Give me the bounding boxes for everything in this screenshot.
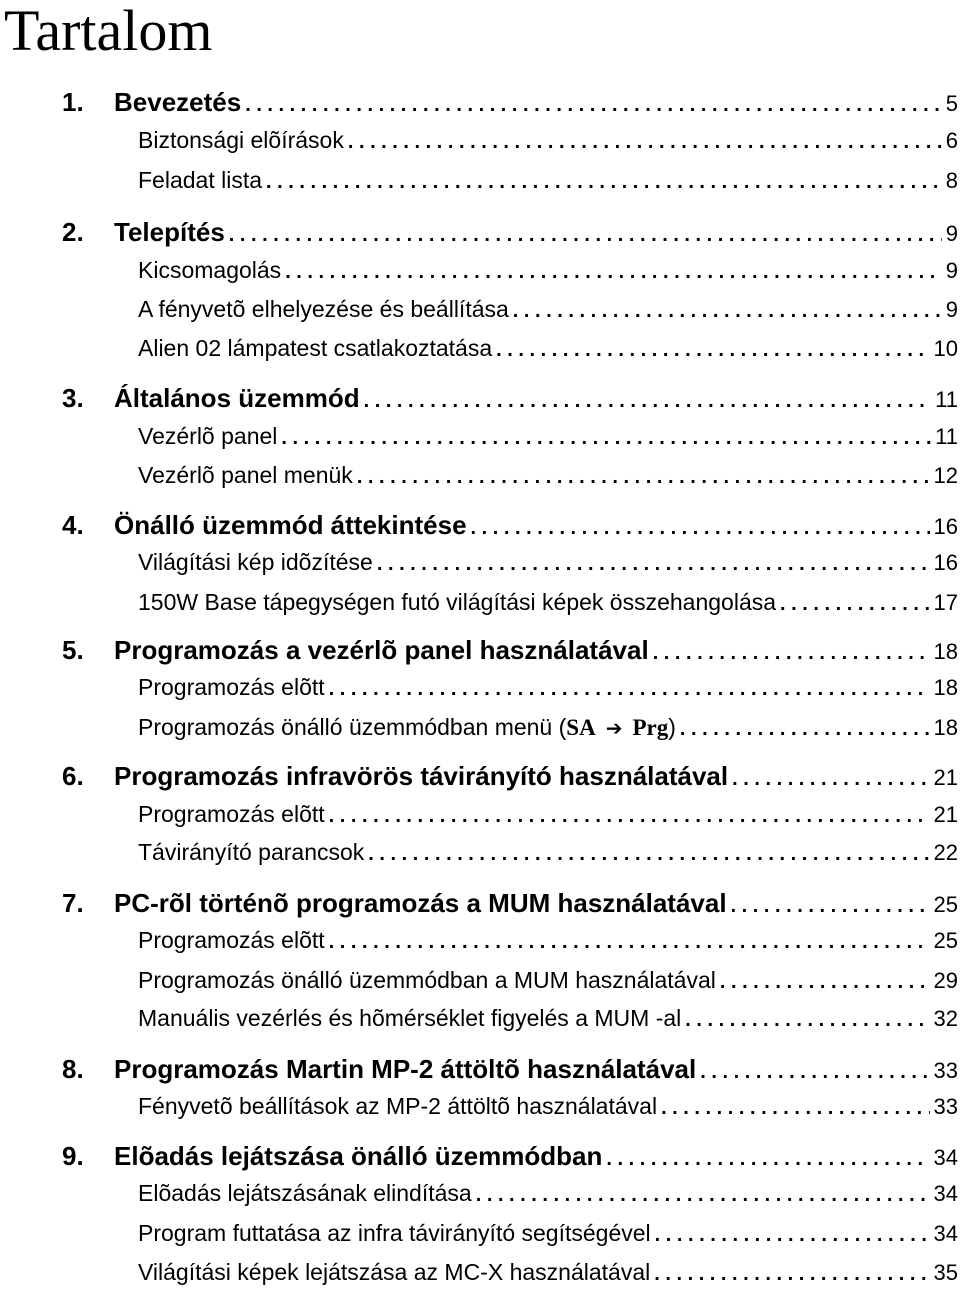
dot-leader — [732, 768, 929, 791]
page-number: 21 — [933, 802, 958, 827]
toc-entry-title — [138, 714, 676, 741]
toc-chapter[interactable] — [62, 1054, 960, 1094]
dot-leader — [245, 94, 942, 117]
page-number: 34 — [933, 1221, 958, 1246]
dot-leader — [471, 517, 930, 540]
entry-text: Programozás infravörös távirányító használatával — [114, 761, 729, 791]
toc-section[interactable] — [138, 423, 960, 463]
toc-section[interactable] — [138, 839, 960, 879]
arrow-right-icon: ➔ — [605, 718, 623, 740]
dot-leader — [654, 1263, 929, 1286]
chapter-number: 4. — [62, 510, 84, 540]
toc-section[interactable] — [138, 257, 960, 297]
dot-leader — [661, 1097, 929, 1120]
entry-text: Program futtatása az infra távirányító segítségével — [138, 1220, 651, 1246]
entry-text: Telepítés — [114, 217, 225, 247]
toc-entry-title — [138, 462, 353, 489]
page-title: Tartalom — [4, 0, 213, 63]
dot-leader — [229, 224, 942, 247]
menu-code-prg: Prg — [632, 715, 669, 740]
page-number: 18 — [933, 715, 958, 740]
entry-text: Programozás Martin MP-2 áttöltõ használatával — [114, 1054, 697, 1084]
page-number: 8 — [945, 168, 958, 193]
dot-leader — [348, 131, 942, 154]
dot-leader — [513, 300, 942, 323]
dot-leader — [680, 718, 930, 741]
chapter-number: 7. — [62, 888, 84, 918]
toc-entry-title — [138, 1220, 651, 1247]
dot-leader — [731, 895, 930, 918]
page-number: 29 — [933, 968, 958, 993]
toc-section[interactable] — [138, 335, 960, 375]
toc-entry-title — [138, 257, 281, 284]
entry-text: Programozás elõtt — [138, 927, 325, 953]
page-number: 21 — [933, 765, 958, 790]
entry-text: Önálló üzemmód áttekintése — [114, 510, 467, 540]
page-number: 10 — [933, 336, 958, 361]
chapter-number: 6. — [62, 761, 84, 791]
page-number: 11 — [935, 387, 958, 412]
toc-section[interactable] — [138, 1220, 960, 1260]
page-number: 11 — [935, 424, 958, 449]
toc-entry-title — [62, 1141, 602, 1172]
page-number: 22 — [933, 840, 958, 865]
toc-chapter[interactable] — [62, 217, 960, 257]
toc-entry-title — [62, 888, 727, 919]
page-number: 34 — [933, 1181, 958, 1206]
dot-leader — [606, 1148, 929, 1171]
entry-text: Programozás elõtt — [138, 801, 325, 827]
toc-section[interactable] — [138, 589, 960, 629]
chapter-number: 1. — [62, 87, 84, 117]
toc-entry-title — [138, 335, 492, 362]
toc-chapter[interactable] — [62, 635, 960, 675]
page-number: 9 — [945, 258, 958, 283]
toc-entry-title — [62, 635, 649, 666]
toc-entry-title — [62, 217, 225, 248]
toc-section[interactable] — [138, 1005, 960, 1045]
chapter-number: 5. — [62, 635, 84, 665]
toc-section[interactable] — [138, 296, 960, 336]
chapter-number: 9. — [62, 1141, 84, 1171]
chapter-number: 8. — [62, 1054, 84, 1084]
entry-text: Fényvetõ beállítások az MP-2 áttöltõ használatával — [138, 1093, 658, 1119]
toc-entry-title — [138, 1259, 650, 1286]
toc-section[interactable] — [138, 1093, 960, 1133]
chapter-number: 2. — [62, 217, 84, 247]
dot-leader — [281, 427, 931, 450]
toc-entry-title — [62, 383, 360, 414]
page-number: 16 — [933, 514, 958, 539]
dot-leader — [700, 1061, 929, 1084]
page-number: 25 — [933, 928, 958, 953]
page-number: 18 — [933, 675, 958, 700]
page-number: 25 — [933, 892, 958, 917]
page-number: 33 — [933, 1094, 958, 1119]
toc-entry-title — [138, 589, 776, 616]
toc-section[interactable] — [138, 127, 960, 167]
toc-section[interactable] — [138, 967, 960, 1007]
menu-code-sa: SA — [566, 715, 596, 740]
entry-text: Alien 02 lámpatest csatlakoztatása — [138, 335, 493, 361]
page-number: 9 — [945, 297, 958, 322]
toc-entry-title — [62, 510, 467, 541]
dot-leader — [653, 642, 930, 665]
entry-text: Távirányító parancsok — [138, 839, 365, 865]
toc-entry-title — [138, 967, 716, 994]
page-number: 17 — [933, 590, 958, 615]
toc-section[interactable] — [138, 549, 960, 589]
toc-chapter[interactable] — [62, 1141, 960, 1181]
toc-entry-title — [138, 549, 373, 576]
entry-text: Programozás a vezérlõ panel használatával — [114, 635, 649, 665]
dot-leader — [329, 931, 930, 954]
entry-text: Vezérlõ panel — [138, 423, 278, 449]
dot-leader — [377, 553, 930, 576]
toc-chapter[interactable] — [62, 510, 960, 550]
toc-entry-title — [62, 87, 241, 118]
toc-entry-title — [138, 1093, 657, 1120]
toc-entry-title — [138, 927, 325, 954]
page-number: 34 — [933, 1145, 958, 1170]
entry-text: Programozás önálló üzemmódban a MUM használatával — [138, 967, 716, 993]
dot-leader — [720, 971, 930, 994]
entry-text: 150W Base tápegységen futó világítási képek összehangolása — [138, 589, 777, 615]
dot-leader — [496, 339, 929, 362]
toc-section[interactable] — [138, 1259, 960, 1299]
entry-text: Elõadás lejátszása önálló üzemmódban — [114, 1141, 603, 1171]
page-number: 32 — [933, 1006, 958, 1031]
entry-text: Programozás elõtt — [138, 674, 325, 700]
entry-text: Bevezetés — [114, 87, 242, 117]
page-number: 12 — [933, 463, 958, 488]
toc-entry-title — [62, 761, 728, 792]
entry-text: Manuális vezérlés és hõmérséklet figyelés a MUM -al — [138, 1005, 682, 1031]
entry-text: Biztonsági elõírások — [138, 127, 344, 153]
entry-text: PC-rõl történõ programozás a MUM használatával — [114, 888, 727, 918]
toc-entry-title — [138, 801, 325, 828]
entry-text: Programozás önálló üzemmódban menü ( — [138, 714, 567, 740]
dot-leader — [266, 171, 942, 194]
dot-leader — [780, 593, 929, 616]
entry-text: Világítási képek lejátszása az MC-X használatával — [138, 1259, 651, 1285]
entry-text: Kicsomagolás — [138, 257, 282, 283]
toc-section[interactable] — [138, 927, 960, 967]
page-number: 6 — [945, 128, 958, 153]
toc-entry-title — [138, 167, 262, 194]
entry-text-end: ) — [668, 714, 676, 740]
toc-entry-title — [138, 839, 364, 866]
toc-section[interactable] — [138, 462, 960, 502]
toc-section[interactable] — [138, 1180, 960, 1220]
entry-text: Általános üzemmód — [114, 383, 360, 413]
toc-section[interactable] — [138, 714, 960, 754]
toc-entry-title — [138, 1005, 681, 1032]
entry-text: Vezérlõ panel menük — [138, 462, 353, 488]
dot-leader — [368, 843, 929, 866]
entry-text: Feladat lista — [138, 167, 263, 193]
chapter-number: 3. — [62, 383, 84, 413]
toc-entry-title — [138, 1180, 472, 1207]
toc-entry-title — [62, 1054, 696, 1085]
page-number: 16 — [933, 550, 958, 575]
dot-leader — [329, 805, 930, 828]
page-number: 33 — [933, 1058, 958, 1083]
toc-entry-title — [138, 127, 344, 154]
toc-chapter[interactable] — [62, 888, 960, 928]
dot-leader — [329, 678, 930, 701]
toc-section[interactable] — [138, 674, 960, 714]
page-number: 35 — [933, 1260, 958, 1285]
toc-entry-title — [138, 674, 325, 701]
toc-section[interactable] — [138, 167, 960, 207]
dot-leader — [685, 1009, 929, 1032]
dot-leader — [364, 390, 932, 413]
dot-leader — [285, 261, 942, 284]
dot-leader — [655, 1224, 930, 1247]
toc-chapter[interactable] — [62, 87, 960, 127]
entry-text: Világítási kép idõzítése — [138, 549, 373, 575]
toc-section[interactable] — [138, 801, 960, 841]
toc-chapter[interactable] — [62, 383, 960, 423]
toc-entry-title — [138, 423, 277, 450]
page-number: 5 — [945, 91, 958, 116]
entry-text: A fényvetõ elhelyezése és beállítása — [138, 296, 509, 322]
page-number: 18 — [933, 639, 958, 664]
toc-chapter[interactable] — [62, 761, 960, 801]
toc-entry-title — [138, 296, 509, 323]
dot-leader — [357, 466, 930, 489]
entry-text: Elõadás lejátszásának elindítása — [138, 1180, 472, 1206]
dot-leader — [476, 1184, 930, 1207]
page-number: 9 — [945, 221, 958, 246]
